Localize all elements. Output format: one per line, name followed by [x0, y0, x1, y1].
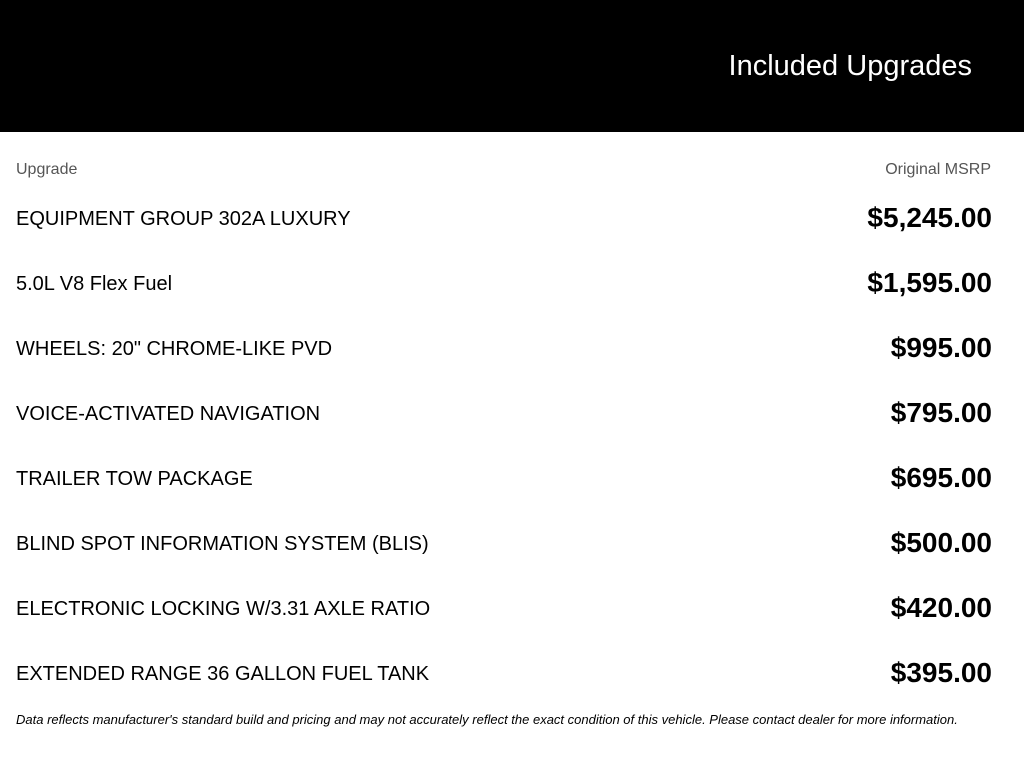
- list-item: [16, 380, 992, 445]
- upgrade-price: $695.00: [890, 462, 992, 493]
- column-headers: [16, 160, 991, 180]
- page-header: [0, 0, 1024, 132]
- disclaimer-text: Data reflects manufacturer's standard build and pricing and may not accurately reflect the exact condition of this vehicle. Please contact dealer for more information.: [16, 712, 958, 727]
- list-item: [16, 575, 992, 640]
- list-item: [16, 445, 992, 510]
- page-title: Included Upgrades: [728, 50, 972, 82]
- upgrade-price: $395.00: [890, 657, 992, 688]
- upgrade-name: TRAILER TOW PACKAGE: [16, 468, 253, 490]
- list-item: [16, 185, 992, 250]
- list-item: [16, 640, 992, 705]
- upgrade-name: VOICE-ACTIVATED NAVIGATION: [16, 403, 321, 425]
- upgrade-name: BLIND SPOT INFORMATION SYSTEM (BLIS): [16, 533, 429, 555]
- list-item: [16, 250, 992, 315]
- upgrade-name: EQUIPMENT GROUP 302A LUXURY: [16, 208, 351, 230]
- upgrade-column-header: Upgrade: [16, 161, 78, 178]
- upgrade-price: $1,595.00: [867, 267, 992, 298]
- upgrade-price: $995.00: [890, 332, 992, 363]
- upgrade-price: $420.00: [890, 592, 992, 623]
- msrp-column-header: Original MSRP: [885, 161, 991, 178]
- upgrade-name: EXTENDED RANGE 36 GALLON FUEL TANK: [16, 663, 430, 685]
- upgrade-price: $500.00: [890, 527, 992, 558]
- upgrade-name: 5.0L V8 Flex Fuel: [16, 273, 173, 295]
- upgrade-name: ELECTRONIC LOCKING W/3.31 AXLE RATIO: [16, 598, 431, 620]
- upgrade-name: WHEELS: 20" CHROME-LIKE PVD: [16, 338, 333, 360]
- list-item: [16, 510, 992, 575]
- upgrade-price: $5,245.00: [867, 202, 992, 233]
- list-item: [16, 315, 992, 380]
- upgrade-price: $795.00: [890, 397, 992, 428]
- upgrades-list: [16, 185, 992, 705]
